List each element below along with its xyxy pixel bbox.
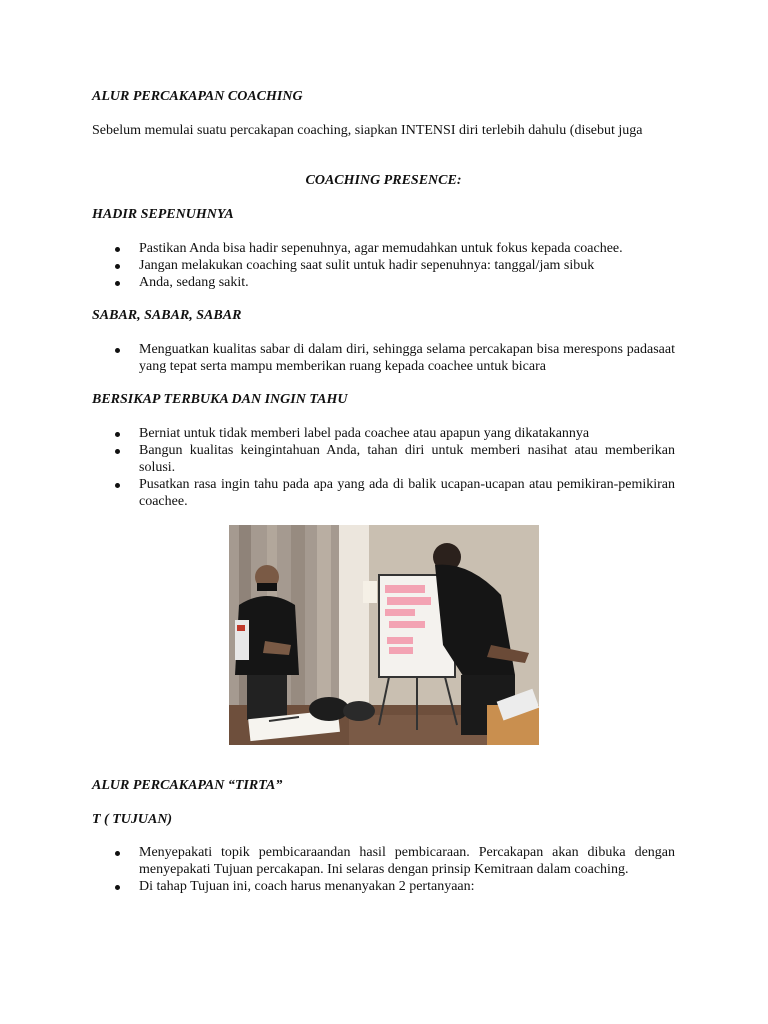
bullet-list-terbuka bbox=[92, 425, 675, 510]
document-title: ALUR PERCAKAPAN COACHING bbox=[92, 89, 303, 104]
list-item: Anda, sedang sakit. bbox=[92, 274, 675, 291]
tujuan-heading: T ( TUJUAN) bbox=[92, 812, 173, 827]
list-item: Jangan melakukan coaching saat sulit untuk hadir sepenuhnya: tanggal/jam sibuk bbox=[92, 257, 675, 274]
list-item: Menguatkan kualitas sabar di dalam diri, sehingga selama percakapan bisa merespons padasaat yang tepat serta mampu memberikan ruang kepada coachee untuk bicara bbox=[92, 341, 675, 375]
list-item: Di tahap Tujuan ini, coach harus menanyakan 2 pertanyaan: bbox=[92, 878, 675, 895]
list-item: Pastikan Anda bisa hadir sepenuhnya, agar memudahkan untuk fokus kepada coachee. bbox=[92, 240, 675, 257]
list-item: Berniat untuk tidak memberi label pada coachee atau apapun yang dikatakannya bbox=[92, 425, 675, 442]
section-heading-sabar: SABAR, SABAR, SABAR bbox=[92, 308, 242, 323]
coaching-photo-illustration bbox=[229, 525, 539, 745]
list-item: Menyepakati topik pembicaraandan hasil pembicaraan. Percakapan akan dibuka dengan menyepakati Tujuan percakapan. Ini selaras dengan prinsip Kemitraan dalam coaching. bbox=[92, 844, 675, 878]
bullet-list-sabar bbox=[92, 341, 675, 375]
coaching-session-photo bbox=[229, 525, 539, 745]
section-heading-terbuka: BERSIKAP TERBUKA DAN INGIN TAHU bbox=[92, 392, 348, 407]
tirta-heading: ALUR PERCAKAPAN “TIRTA” bbox=[92, 778, 283, 793]
intro-paragraph: Sebelum memulai suatu percakapan coaching, siapkan INTENSI diri terlebih dahulu (disebut juga bbox=[92, 123, 643, 138]
bullet-list-hadir bbox=[92, 240, 675, 291]
section-heading-hadir: HADIR SEPENUHNYA bbox=[92, 207, 234, 222]
list-item: Bangun kualitas keingintahuan Anda, tahan diri untuk memberi nasihat atau memberikan solusi. bbox=[92, 442, 675, 476]
bullet-list-tujuan bbox=[92, 844, 675, 895]
list-item: Pusatkan rasa ingin tahu pada apa yang ada di balik ucapan-ucapan atau pemikiran-pemikiran coachee. bbox=[92, 476, 675, 510]
presence-heading: COACHING PRESENCE: bbox=[305, 173, 462, 188]
